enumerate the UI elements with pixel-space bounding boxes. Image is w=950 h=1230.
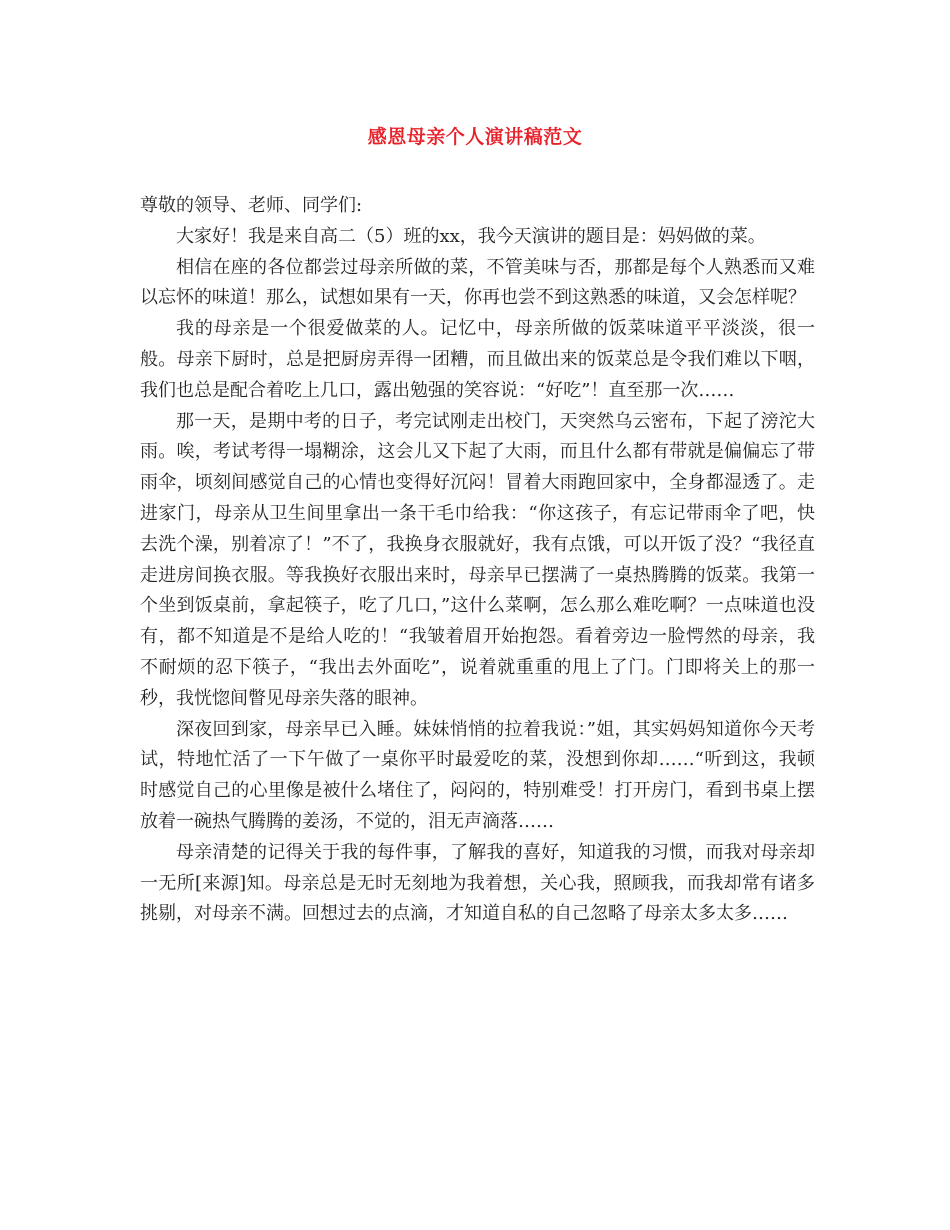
salutation: 尊敬的领导、老师、同学们: [140,195,363,216]
paragraph-late-night: 深夜回到家，母亲早已入睡。妹妹悄悄的拉着我说：”姐，其实妈妈知道你今天考试，特地忙活了一下午做了一桌你平时最爱吃的菜，没想到你却……“听到这，我顿时感觉自己的心里像是被什么堵住了，闷闷的，特别难受！打开房门，看到书桌上摆放着一碗热气腾腾的姜汤，不觉的，泪无声滴落…… [140,718,815,832]
paragraph-rainy-day: 那一天，是期中考的日子，考完试刚走出校门，天突然乌云密布，下起了滂沱大雨。唉，考试考得一塌糊涂，这会儿又下起了大雨，而且什么都有带就是偏偏忘了带雨伞，顷刻间感觉自己的心情也变得好沉闷！冒着大雨跑回家中，全身都湿透了。走进家门，母亲从卫生间里拿出一条干毛巾给我：“你这孩子，有忘记带雨伞了吧，快去洗个澡，别着凉了！”不了，我换身衣服就好，我有点饿，可以开饭了没？“我径直走进房间换衣服。等我换好衣服出来时，母亲早已摆满了一桌热腾腾的饭菜。我第一个坐到饭桌前，拿起筷子，吃了几口，”这什么菜啊，怎么那么难吃啊？一点味道也没有，都不知道是不是给人吃的！“我皱着眉开始抱怨。看着旁边一脸愕然的母亲，我不耐烦的忍下筷子，“我出去外面吃”，说着就重重的甩上了门。门即将关上的那一秒，我恍惚间瞥见母亲失落的眼神。 [140,410,815,709]
paragraph-mother-cooking: 我的母亲是一个很爱做菜的人。记忆中，母亲所做的饭菜味道平平淡淡，很一般。母亲下厨时，总是把厨房弄得一团糟，而且做出来的饭菜总是令我们难以下咽，我们也总是配合着吃上几口，露出勉强的笑容说：“好吃”！直至那一次…… [140,318,815,401]
paragraph-reflection: 母亲清楚的记得关于我的每件事，了解我的喜好，知道我的习惯，而我对母亲却一无所[来源]知。母亲总是无时无刻地为我着想，关心我，照顾我，而我却常有诸多挑剔，对母亲不满。回想过去的点滴，才知道自私的自己忽略了母亲太多太多…… [140,841,815,925]
document-body [140,191,815,930]
paragraph-intro: 相信在座的各位都尝过母亲所做的菜，不管美味与否，那都是每个人熟悉而又难以忘怀的味道！那么，试想如果有一天，你再也尝不到这熟悉的味道，又会怎样呢？ [140,256,815,309]
document-title: 感恩母亲个人演讲稿范文 [367,126,583,148]
paragraph-greeting: 大家好！我是来自高二（5）班的xx，我今天演讲的题目是：妈妈做的菜。 [176,225,766,247]
